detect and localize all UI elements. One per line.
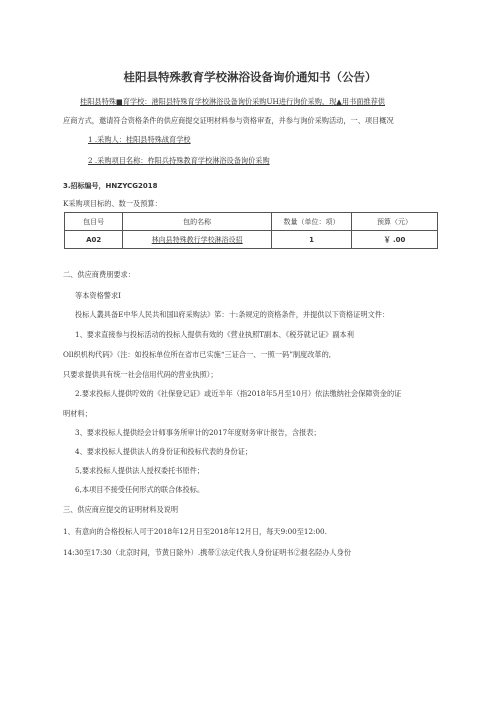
table-header-cell: 预算（元） xyxy=(352,213,438,231)
table-cell: 1 xyxy=(272,231,352,249)
requirement-4: 4、要求投标人提供法人的身份证和投标代表的身份证； xyxy=(75,447,253,456)
item-purchaser: 1 .采购人：桂阳县特殊战育学校 xyxy=(88,135,191,144)
requirement-1: 1、要求直接参与投标活动的投标人提供有效的《营业执照T副本、《税芬就记证》副本利 xyxy=(75,330,354,339)
page-title: 桂阳县特殊教育学校淋浴设备询价通知书（公告） xyxy=(123,70,377,84)
section-3-title: 三、供应商应提交的证明材料及说明 xyxy=(63,505,179,514)
requirement-1-cont: 只要求提供具有统一社会信用代码的营业执照）； xyxy=(63,370,218,379)
table-cell: ￥ .00 xyxy=(352,231,438,249)
item-budget-heading: K采购项目标的、数一及预算： xyxy=(63,199,162,208)
section-2-paragraph: 投标人叢具备E中华人民共和国ll府采购法》笫：十:条规定的资格条件，并提供以下资格证明文件： xyxy=(75,310,390,319)
table-row xyxy=(65,231,438,249)
table-header-cell: 数量（单位：项） xyxy=(272,213,352,231)
item-tender-number: 3.招标编号，HNZYCG2018 xyxy=(63,182,158,190)
table-header-row xyxy=(65,213,438,231)
table-header-cell: 包目号 xyxy=(65,213,123,231)
requirement-2-cont: 明材料； xyxy=(63,409,92,418)
section-2-subtitle: 等本资格警求I xyxy=(75,291,121,300)
table-header-cell: 包的名称 xyxy=(123,213,272,231)
intro-line-1: 桂阳县特殊■育学校：港阳县特殊育学校淋浴设备询价采购UH进行询价采购，现▲用书面推荐供 xyxy=(80,97,385,106)
item-project-name: 2 .采购项目名称：柞阳兵持殊教育学校淋浴设备询价采购 xyxy=(88,156,270,165)
section-2-title: 二、供应商费朋要求： xyxy=(63,270,135,279)
section-3-paragraph: 1、有意向的合格投标人可于2018年12月日至2018年12月日，每天9:00至12:00. xyxy=(63,527,327,536)
intro-line-2: 应商方式，邀请符合资格条件的供应商提交证明材料参与资格审查，并参与询价采购活动，一、项目概况 xyxy=(63,116,394,125)
requirement-5: 5,要求投标人提供法人授权委托书原件； xyxy=(75,466,205,475)
requirement-2: 2.要求投标人提供咛效的《社保登记证》或近半年（指2018年5月至10月）依法缴纳社会保障资金的证 xyxy=(75,389,402,398)
requirement-1-cont: Oll织机构代码》（注：如投标单位所在省市已实施“三证合一、一照一码”制度改革的, xyxy=(63,350,332,359)
table-cell: 林向县特殊教行学校淋浴设招 xyxy=(123,231,272,249)
table-cell: A02 xyxy=(65,231,123,249)
budget-table xyxy=(64,212,438,249)
requirement-6: 6,本项目不接受任何形式的联合体投标。 xyxy=(75,485,205,494)
requirement-3: 3、要求投标人提供经会计师事务所审计的2017年度财务审计报告，含报表； xyxy=(75,428,321,437)
section-3-paragraph-cont: 14:30至17:30（北京时间，节黄日除外）.携带①法定代我人身份证明书②报名陉办人身份 xyxy=(63,548,352,557)
